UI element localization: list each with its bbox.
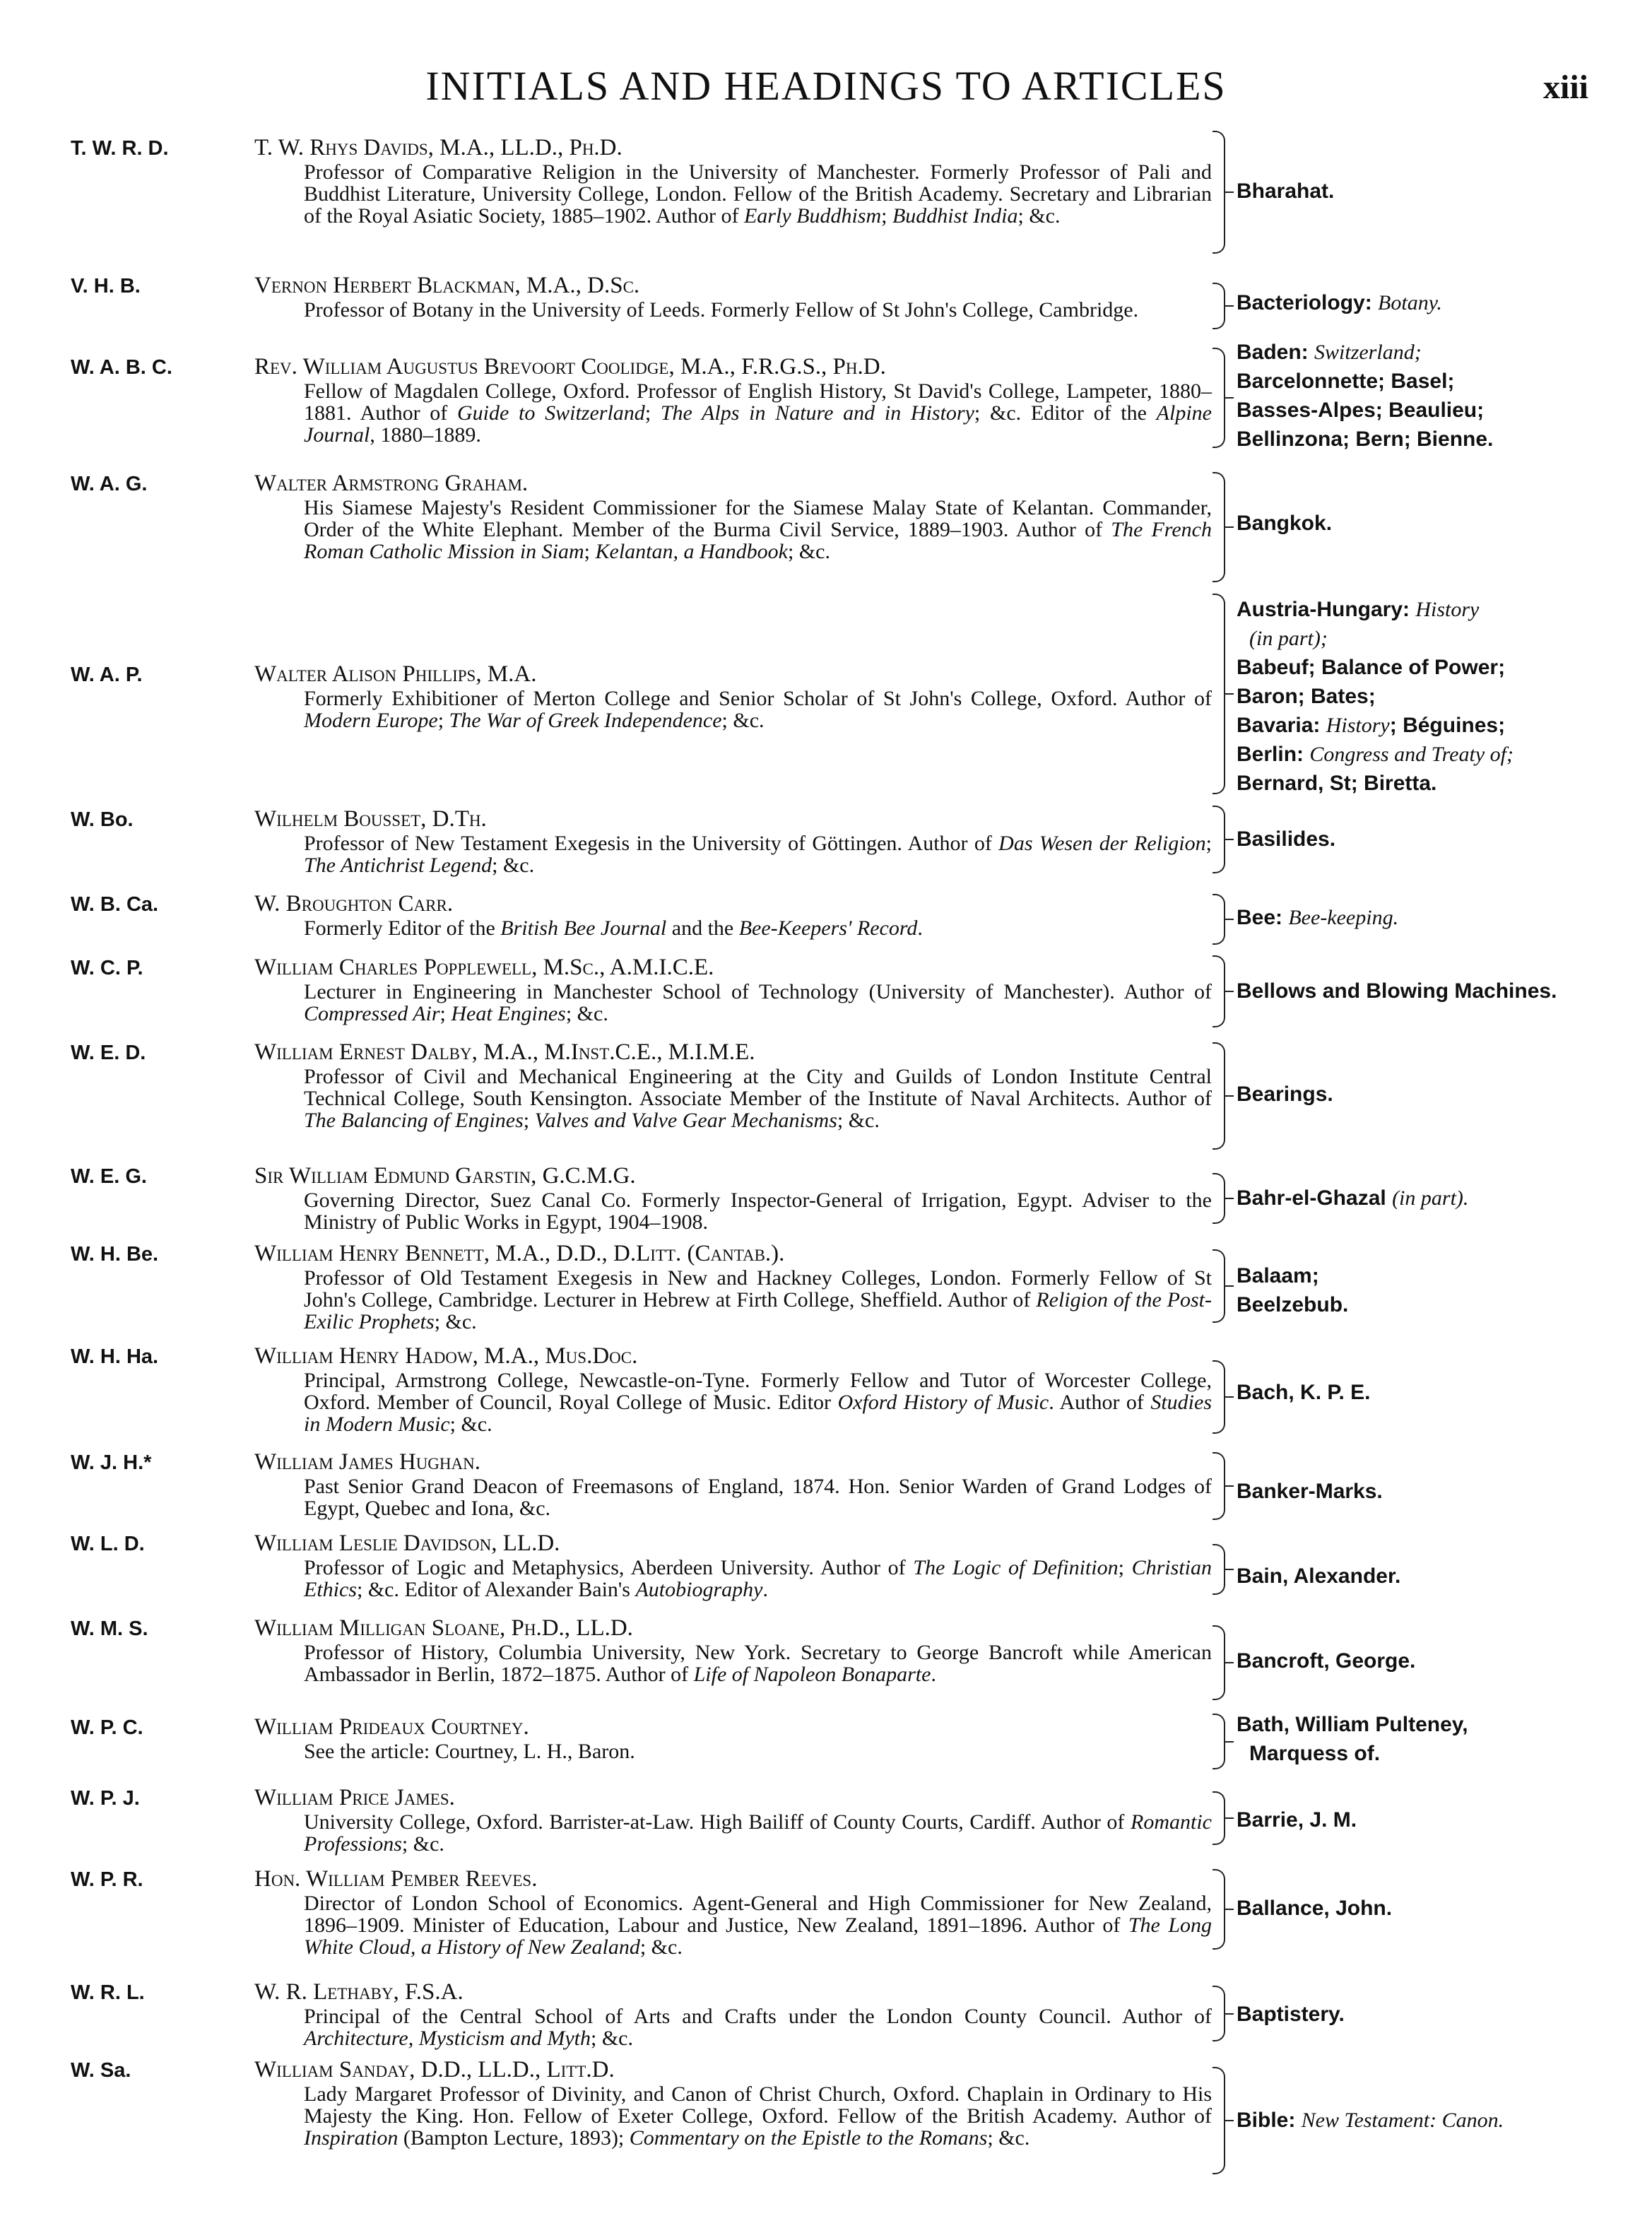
contributor-description: Principal, Armstrong College, Newcastle-on-Tyne. Formerly Fellow and Tutor of Worcester College, Oxford. Member of Council, Royal College of Music. Editor Oxford History of Music. Author of Studies in Modern Music; &c. xyxy=(304,1369,1212,1436)
contributor-description: Professor of Old Testament Exegesis in New and Hackney Colleges, London. Formerly Fellow of St John's College, Cambridge. Lecturer in Hebrew at Firth College, Sheffield. Author of Religion of the Post-Exilic Prophets; &c. xyxy=(304,1266,1212,1333)
contributor-description: See the article: Courtney, L. H., Baron. xyxy=(304,1740,635,1763)
contributor-initials: W. E. D. xyxy=(71,1042,146,1064)
brace-divider xyxy=(1213,348,1225,448)
contributor-bio xyxy=(254,890,1212,939)
contributor-bio xyxy=(254,1865,1212,1958)
contributor-name: Wilhelm Bousset, D.Th. xyxy=(254,806,487,832)
contributor-name: Walter Alison Phillips, M.A. xyxy=(254,661,537,687)
contributor-description: Lecturer in Engineering in Manchester School of Technology (University of Manchester). Author of Compressed Air; Heat Engines; &c. xyxy=(304,980,1212,1025)
contributor-bio xyxy=(254,1714,1212,1762)
contributor-name: William Ernest Dalby, M.A., M.Inst.C.E., M.I.M.E. xyxy=(254,1039,755,1065)
contributor-name: William Price James. xyxy=(254,1785,455,1810)
contributor-description: Formerly Editor of the British Bee Journal and the Bee-Keepers' Record. xyxy=(304,916,923,940)
article-heading: Banker-Marks. xyxy=(1237,1480,1383,1503)
article-heading: Berlin: Congress and Treaty of; xyxy=(1237,743,1514,766)
contributor-initials: W. M. S. xyxy=(71,1617,148,1640)
article-headings xyxy=(1237,1805,1632,1834)
contributor-bio xyxy=(254,2056,1212,2149)
brace-divider xyxy=(1213,1042,1225,1150)
contributor-description: Professor of History, Columbia University, New York. Secretary to George Bancroft while American Ambassador in Berlin, 1872–1875. Author of Life of Napoleon Bonaparte. xyxy=(304,1641,1212,1686)
article-heading: Bangkok. xyxy=(1237,512,1333,535)
article-heading: Bach, K. P. E. xyxy=(1237,1381,1371,1404)
article-heading: Bearings. xyxy=(1237,1083,1333,1106)
brace-divider xyxy=(1213,806,1225,873)
contributor-bio xyxy=(254,1530,1212,1601)
article-heading: Bancroft, George. xyxy=(1237,1649,1416,1673)
article-headings xyxy=(1237,1710,1632,1768)
contributor-description: Governing Director, Suez Canal Co. Formerly Inspector-General of Irrigation, Egypt. Adviser to the Ministry of Public Works in Egypt, 1904–1908. xyxy=(304,1189,1212,1234)
article-heading: Baden: Switzerland; xyxy=(1237,341,1422,364)
article-headings xyxy=(1237,1562,1632,1591)
contributor-bio xyxy=(254,1615,1212,1685)
contributor-description: Professor of Logic and Metaphysics, Aberdeen University. Author of The Logic of Definition; Christian Ethics; &c. Editor of Alexander Bain's Autobiography. xyxy=(304,1556,1212,1601)
article-heading: Barcelonnette; Basel; xyxy=(1237,370,1455,393)
brace-divider xyxy=(1213,1714,1225,1769)
contributor-description: Professor of Civil and Mechanical Engineering at the City and Guilds of London Institute Central Technical College, South Kensington. Associate Member of the Institute of Naval Architects. Author of The Balancing of Engines; Valves and Valve Gear Mechanisms; &c. xyxy=(304,1065,1212,1132)
article-heading: Babeuf; Balance of Power; xyxy=(1237,656,1506,679)
contributor-initials: W. A. B. C. xyxy=(71,356,172,379)
contributor-description: Professor of Comparative Religion in the University of Manchester. Formerly Professor of Pali and Buddhist Literature, University College, London. Fellow of the British Academy. Secretary and Librarian of the Royal Asiatic Society, 1885–1902. Author of Early Buddhism; Buddhist India; &c. xyxy=(304,160,1212,228)
page-title: INITIALS AND HEADINGS TO ARTICLES xyxy=(425,63,1227,109)
brace-divider xyxy=(1213,2067,1225,2174)
article-heading: Baptistery. xyxy=(1237,2003,1345,2026)
contributor-name: Walter Armstrong Graham. xyxy=(254,471,529,496)
contributor-bio xyxy=(254,353,1212,446)
article-heading: Bavaria: History; Béguines; xyxy=(1237,714,1506,737)
brace-divider xyxy=(1213,1544,1225,1595)
article-heading: Bellinzona; Bern; Bienne. xyxy=(1237,428,1494,451)
brace-divider xyxy=(1213,1173,1225,1224)
brace-divider xyxy=(1213,1249,1225,1323)
brace-divider xyxy=(1213,955,1225,1027)
brace-divider xyxy=(1213,894,1225,945)
contributor-initials: W. Bo. xyxy=(71,808,134,831)
brace-divider xyxy=(1213,1625,1225,1700)
contributor-description: His Siamese Majesty's Resident Commissioner for the Siamese Malay State of Kelantan. Commander, Order of the White Elephant. Member of the Burma Civil Service, 1889–1903. Author of The French Roman Catholic Mission in Siam; Kelantan, a Handbook; &c. xyxy=(304,496,1212,563)
brace-divider xyxy=(1213,131,1225,254)
contributor-initials: W. A. P. xyxy=(71,664,143,686)
contributor-bio xyxy=(254,1039,1212,1131)
contributor-description: University College, Oxford. Barrister-at-Law. High Bailiff of County Courts, Cardiff. Author of Romantic Professions; &c. xyxy=(304,1810,1212,1856)
contributor-name: T. W. Rhys Davids, M.A., LL.D., Ph.D. xyxy=(254,135,623,160)
contributor-description: Director of London School of Economics. Agent-General and High Commissioner for New Zealand, 1896–1909. Minister of Education, Labour and Justice, New Zealand, 1891–1896. Author of The Long White Cloud, a History of New Zealand; &c. xyxy=(304,1892,1213,1959)
article-heading: Bee: Bee-keeping. xyxy=(1237,906,1399,929)
article-heading: Bain, Alexander. xyxy=(1237,1564,1401,1588)
article-heading: Barrie, J. M. xyxy=(1237,1808,1357,1832)
contributor-initials: W. P. R. xyxy=(71,1868,143,1891)
contributor-initials: W. B. Ca. xyxy=(71,893,159,916)
article-headings xyxy=(1237,1894,1632,1923)
article-headings xyxy=(1237,1646,1632,1675)
contributor-initials: W. H. Ha. xyxy=(71,1345,159,1368)
article-heading: Balaam; xyxy=(1237,1264,1319,1287)
article-heading: (in part); xyxy=(1249,627,1328,650)
brace-divider xyxy=(1213,472,1225,582)
article-headings xyxy=(1237,288,1632,317)
contributor-bio xyxy=(254,272,1212,321)
article-headings xyxy=(1237,1378,1632,1407)
contributor-bio xyxy=(254,1343,1212,1435)
contributor-bio xyxy=(254,1449,1212,1519)
contributor-name: William Milligan Sloane, Ph.D., LL.D. xyxy=(254,1615,633,1641)
article-headings xyxy=(1237,825,1632,854)
article-heading: Ballance, John. xyxy=(1237,1897,1393,1920)
contributor-name: Hon. William Pember Reeves. xyxy=(254,1866,538,1892)
contributor-name: William Henry Bennett, M.A., D.D., D.Litt. (Cantab.). xyxy=(254,1241,785,1266)
contributor-bio xyxy=(254,661,1212,731)
article-headings xyxy=(1237,1080,1632,1109)
contributor-name: W. R. Lethaby, F.S.A. xyxy=(254,1979,464,2005)
contributor-name: Sir William Edmund Garstin, G.C.M.G. xyxy=(254,1163,636,1189)
contributor-name: Vernon Herbert Blackman, M.A., D.Sc. xyxy=(254,273,640,298)
contributor-name: William Prideaux Courtney. xyxy=(254,1714,529,1740)
brace-divider xyxy=(1213,1452,1225,1520)
contributor-description: Formerly Exhibitioner of Merton College and Senior Scholar of St John's College, Oxford. Author of Modern Europe; The War of Greek Independence; &c. xyxy=(304,687,1212,732)
contributor-initials: W. C. P. xyxy=(71,957,143,979)
contributor-description: Fellow of Magdalen College, Oxford. Professor of English History, St David's College, Lampeter, 1880–1881. Author of Guide to Switzerland; The Alps in Nature and in History; &c. Editor of the Alpine Journal, 1880–1889. xyxy=(304,379,1212,447)
article-heading: Basilides. xyxy=(1237,827,1336,851)
contributor-bio xyxy=(254,1979,1212,2049)
brace-divider xyxy=(1213,1869,1225,1950)
contributor-bio xyxy=(254,470,1212,562)
contributor-name: W. Broughton Carr. xyxy=(254,891,454,916)
contributor-bio xyxy=(254,806,1212,876)
article-heading: Bacteriology: Botany. xyxy=(1237,291,1442,314)
contributor-initials: V. H. B. xyxy=(71,275,141,297)
article-headings xyxy=(1237,509,1632,538)
article-headings xyxy=(1237,977,1632,1006)
contributor-initials: T. W. R. D. xyxy=(71,137,169,160)
contributor-initials: W. E. G. xyxy=(71,1165,147,1188)
brace-divider xyxy=(1213,594,1225,794)
article-headings xyxy=(1237,1261,1632,1319)
contributor-bio xyxy=(254,1240,1212,1333)
contributor-bio xyxy=(254,1162,1212,1233)
contributor-description: Lady Margaret Professor of Divinity, and Canon of Christ Church, Oxford. Chaplain in Ordinary to His Majesty the King. Hon. Fellow of Exeter College, Oxford. Fellow of the British Academy. Author of Inspiration (Bampton Lecture, 1893); Commentary on the Epistle to the Romans; &c. xyxy=(304,2082,1212,2150)
contributor-name: William Sanday, D.D., LL.D., Litt.D. xyxy=(254,2057,615,2082)
page-number: xiii xyxy=(1542,69,1588,106)
article-heading: Bernard, St; Biretta. xyxy=(1237,772,1437,795)
article-headings xyxy=(1237,2106,1632,2135)
article-heading: Bahr-el-Ghazal (in part). xyxy=(1237,1186,1469,1210)
article-headings xyxy=(1237,1184,1632,1213)
contributor-name: William James Hughan. xyxy=(254,1449,480,1475)
article-heading: Bellows and Blowing Machines. xyxy=(1237,979,1557,1003)
contributor-name: William Charles Popplewell, M.Sc., A.M.I.C.E. xyxy=(254,955,714,980)
contributor-bio xyxy=(254,1784,1212,1855)
contributor-initials: W. J. H.* xyxy=(71,1451,152,1474)
contributor-description: Professor of New Testament Exegesis in the University of Göttingen. Author of Das Wesen der Religion; The Antichrist Legend; &c. xyxy=(304,832,1212,877)
article-headings xyxy=(1237,903,1632,932)
article-heading: Bath, William Pulteney, xyxy=(1237,1713,1468,1736)
brace-divider xyxy=(1213,1360,1225,1434)
brace-divider xyxy=(1213,1791,1225,1845)
brace-divider xyxy=(1213,283,1225,329)
contributor-name: William Leslie Davidson, LL.D. xyxy=(254,1531,560,1556)
contributor-description: Principal of the Central School of Arts and Crafts under the London County Council. Author of Architecture, Mysticism and Myth; &c. xyxy=(304,2005,1212,2050)
contributor-initials: W. P. J. xyxy=(71,1787,140,1810)
article-heading: Baron; Bates; xyxy=(1237,685,1376,708)
contributor-initials: W. A. G. xyxy=(71,473,148,495)
brace-divider xyxy=(1213,1986,1225,2041)
contributor-initials: W. Sa. xyxy=(71,2059,131,2082)
article-heading: Bharahat. xyxy=(1237,179,1335,203)
contributor-initials: W. H. Be. xyxy=(71,1243,159,1266)
article-headings xyxy=(1237,595,1632,798)
contributor-initials: W. P. C. xyxy=(71,1716,143,1739)
contributor-name: William Henry Hadow, M.A., Mus.Doc. xyxy=(254,1343,638,1369)
article-headings xyxy=(1237,177,1632,206)
contributor-initials: W. L. D. xyxy=(71,1533,145,1555)
article-heading: Basses-Alpes; Beaulieu; xyxy=(1237,399,1485,422)
contributor-description: Professor of Botany in the University of Leeds. Formerly Fellow of St John's College, Cambridge. xyxy=(304,298,1139,322)
article-headings xyxy=(1237,1477,1632,1506)
article-heading: Bible: New Testament: Canon. xyxy=(1237,2109,1504,2132)
article-heading: Austria-Hungary: History xyxy=(1237,598,1480,621)
article-headings xyxy=(1237,2000,1632,2029)
article-heading: Marquess of. xyxy=(1249,1742,1381,1765)
article-heading: Beelzebub. xyxy=(1237,1293,1349,1316)
contributor-description: Past Senior Grand Deacon of Freemasons of England, 1874. Hon. Senior Warden of Grand Lodges of Egypt, Quebec and Iona, &c. xyxy=(304,1475,1212,1520)
contributor-bio xyxy=(254,134,1212,227)
article-headings xyxy=(1237,338,1632,454)
contributor-name: Rev. William Augustus Brevoort Coolidge, M.A., F.R.G.S., Ph.D. xyxy=(254,354,886,379)
contributor-bio xyxy=(254,954,1212,1025)
contributor-initials: W. R. L. xyxy=(71,1981,145,2004)
